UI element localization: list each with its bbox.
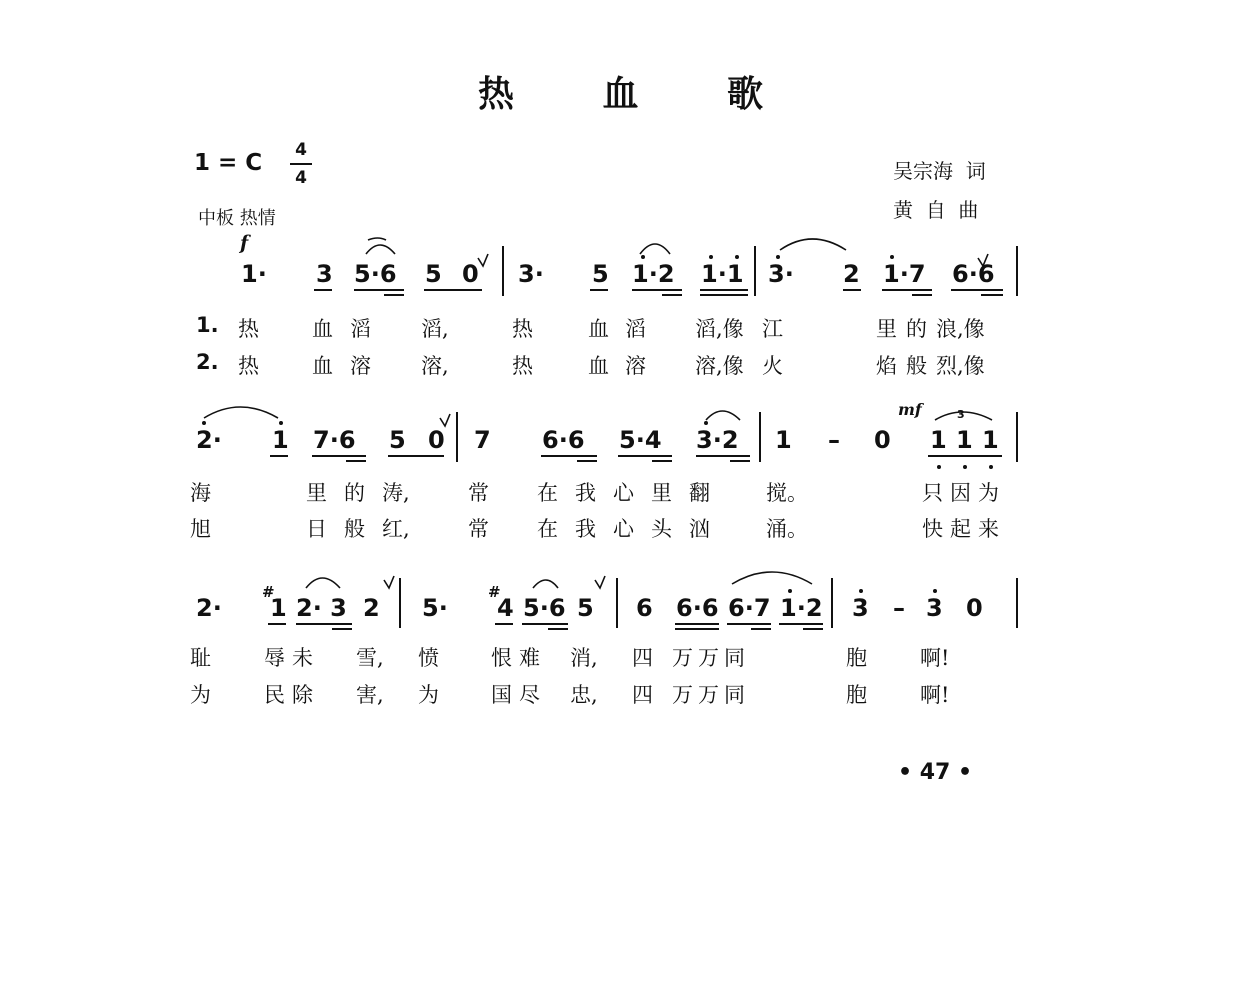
lyric-char: 滔 [625, 317, 646, 341]
lyric-char: 焰 [876, 354, 897, 378]
verse-number: 1. [196, 313, 219, 337]
breath-mark [978, 254, 988, 266]
note: 2· 3 [296, 594, 347, 622]
triplet-mark: 3 [957, 408, 965, 421]
note: 3 [852, 594, 869, 622]
lyric-char: 因 [950, 481, 971, 505]
lyric-char: 汹 [689, 517, 710, 541]
lyric-char: 万 [698, 683, 719, 707]
note: 1·1 [701, 260, 744, 288]
note: 1 [956, 426, 973, 454]
note: 3· [518, 260, 544, 288]
lyric-char: 火 [762, 354, 783, 378]
lyric-char: 民 [264, 683, 285, 707]
sharp-sign: # [262, 583, 275, 601]
lyric-char: 我 [575, 517, 596, 541]
lyric-char: 辱 [264, 646, 285, 670]
lyric-char: 血 [588, 317, 609, 341]
lyric-char: 四 [632, 646, 653, 670]
song-title: 热 血 歌 [477, 73, 802, 115]
lyric-char: 溶, [421, 354, 449, 378]
note: 7 [474, 426, 491, 454]
note: 5 [592, 260, 609, 288]
slur [935, 412, 992, 420]
note: 5·4 [619, 426, 662, 454]
breath-mark [440, 414, 450, 426]
lyric-char: 同 [724, 683, 745, 707]
page-number: • 47 • [898, 760, 973, 785]
breath-mark [384, 576, 394, 588]
lyric-char: 起 [950, 517, 971, 541]
lyric-char: 为 [190, 683, 211, 707]
slur [306, 578, 340, 588]
lyric-char: 日 [306, 517, 327, 541]
note: 5· [422, 594, 448, 622]
lyric-char: 雪, [356, 646, 384, 670]
note: 6·6 [952, 260, 995, 288]
meter-bottom: 4 [295, 168, 307, 188]
lyric-char: 里 [306, 481, 327, 505]
lyric-char: 翻 [689, 481, 710, 505]
dynamic-mark: f [240, 232, 249, 254]
lyric-char: 忠, [570, 683, 598, 707]
note: 2 [363, 594, 380, 622]
lyric-char: 里 [876, 317, 897, 341]
note: 2· [196, 594, 222, 622]
lyric-char: 常 [468, 481, 489, 505]
note: 1·7 [883, 260, 926, 288]
lyric-char: 热 [238, 317, 259, 341]
lyric-char: 红, [382, 517, 410, 541]
lyric-char: 常 [468, 517, 489, 541]
lyric-char: 未 [292, 646, 313, 670]
lyric-char: 血 [312, 317, 333, 341]
lyric-char: 心 [613, 517, 634, 541]
note: 5 [389, 426, 406, 454]
lyric-char: 万 [672, 646, 693, 670]
lyric-char: 烈,像 [936, 354, 985, 378]
note: 0 [428, 426, 445, 454]
slur [204, 407, 278, 418]
lyric-char: 溶 [625, 354, 646, 378]
note: 1·2 [632, 260, 675, 288]
key-signature: 1 = C [194, 150, 263, 176]
lyric-char: 涛, [382, 481, 410, 505]
slur [533, 580, 558, 588]
meter-top: 4 [295, 140, 307, 160]
lyric-char: 万 [672, 683, 693, 707]
lyric-char: 热 [238, 354, 259, 378]
note: 1 [272, 426, 289, 454]
lyric-char: 热 [512, 317, 533, 341]
lyric-char: 滔,像 [695, 317, 744, 341]
lyric-char: 的 [344, 481, 365, 505]
note: 6·7 [728, 594, 771, 622]
rest-dash: – [893, 594, 905, 622]
lyric-char: 溶,像 [695, 354, 744, 378]
lyric-char: 溶 [350, 354, 371, 378]
slur [706, 411, 740, 420]
note: 1 [270, 594, 287, 622]
note: 2 [843, 260, 860, 288]
lyric-char: 海 [190, 481, 211, 505]
note: 6·6 [676, 594, 719, 622]
note: 6 [636, 594, 653, 622]
note: 1·2 [780, 594, 823, 622]
lyric-char: 国 [491, 683, 512, 707]
lyric-char: 心 [613, 481, 634, 505]
lyric-char: 难 [519, 646, 540, 670]
lyric-char: 的 [906, 317, 927, 341]
lyric-char: 啊! [920, 683, 950, 707]
breath-mark [478, 254, 488, 266]
lyric-char: 害, [356, 683, 384, 707]
note: 5 [577, 594, 594, 622]
lyric-char: 同 [724, 646, 745, 670]
lyric-char: 江 [762, 317, 783, 341]
note: 5·6 [354, 260, 397, 288]
tempo-marking: 中板 热情 [198, 208, 276, 229]
dynamic-mark: mf [898, 400, 922, 419]
lyric-char: 热 [512, 354, 533, 378]
sharp-sign: # [488, 583, 501, 601]
lyric-char: 尽 [519, 683, 540, 707]
composer-credit: 黄 自 曲 [893, 198, 979, 222]
lyric-char: 万 [698, 646, 719, 670]
verse-number: 2. [196, 350, 219, 374]
lyric-char: 胞 [846, 683, 867, 707]
lyric-char: 四 [632, 683, 653, 707]
slur [732, 572, 812, 584]
note: 3· [768, 260, 794, 288]
lyric-char: 浪,像 [936, 317, 985, 341]
note: 0 [462, 260, 479, 288]
rest-dash: – [828, 426, 840, 454]
lyric-char: 恨 [491, 646, 512, 670]
note: 1 [982, 426, 999, 454]
slur [780, 239, 846, 250]
note: 7·6 [313, 426, 356, 454]
lyric-char: 耻 [190, 646, 211, 670]
breath-mark [595, 576, 605, 588]
lyric-char: 搅。 [766, 481, 808, 505]
lyric-char: 来 [978, 517, 999, 541]
lyric-char: 消, [570, 646, 598, 670]
lyric-char: 为 [978, 481, 999, 505]
lyric-char: 涌。 [766, 517, 808, 541]
lyric-char: 我 [575, 481, 596, 505]
lyric-char: 血 [312, 354, 333, 378]
note: 3·2 [696, 426, 739, 454]
note: 3 [926, 594, 943, 622]
lyric-char: 般 [906, 354, 927, 378]
lyric-char: 滔 [350, 317, 371, 341]
lyricist-credit: 吴宗海 词 [893, 159, 986, 183]
note: 5·6 [523, 594, 566, 622]
note: 6·6 [542, 426, 585, 454]
lyric-char: 里 [651, 481, 672, 505]
lyric-char: 在 [537, 481, 558, 505]
note: 4 [497, 594, 514, 622]
lyric-char: 除 [292, 683, 313, 707]
note: 2· [196, 426, 222, 454]
lyric-char: 在 [537, 517, 558, 541]
lyric-char: 为 [418, 683, 439, 707]
lyric-char: 血 [588, 354, 609, 378]
slur [368, 238, 386, 240]
lyric-char: 快 [922, 517, 943, 541]
lyric-char: 愤 [418, 646, 439, 670]
note: 0 [874, 426, 891, 454]
lyric-char: 旭 [190, 517, 211, 541]
lyric-char: 胞 [846, 646, 867, 670]
lyric-char: 滔, [421, 317, 449, 341]
note: 1 [930, 426, 947, 454]
note: 1· [241, 260, 267, 288]
note: 1 [775, 426, 792, 454]
slur [366, 245, 395, 254]
slur [640, 244, 670, 254]
lyric-char: 啊! [920, 646, 950, 670]
note: 5 [425, 260, 442, 288]
note: 0 [966, 594, 983, 622]
note: 3 [316, 260, 333, 288]
lyric-char: 只 [922, 481, 943, 505]
lyric-char: 头 [651, 517, 672, 541]
lyric-char: 般 [344, 517, 365, 541]
